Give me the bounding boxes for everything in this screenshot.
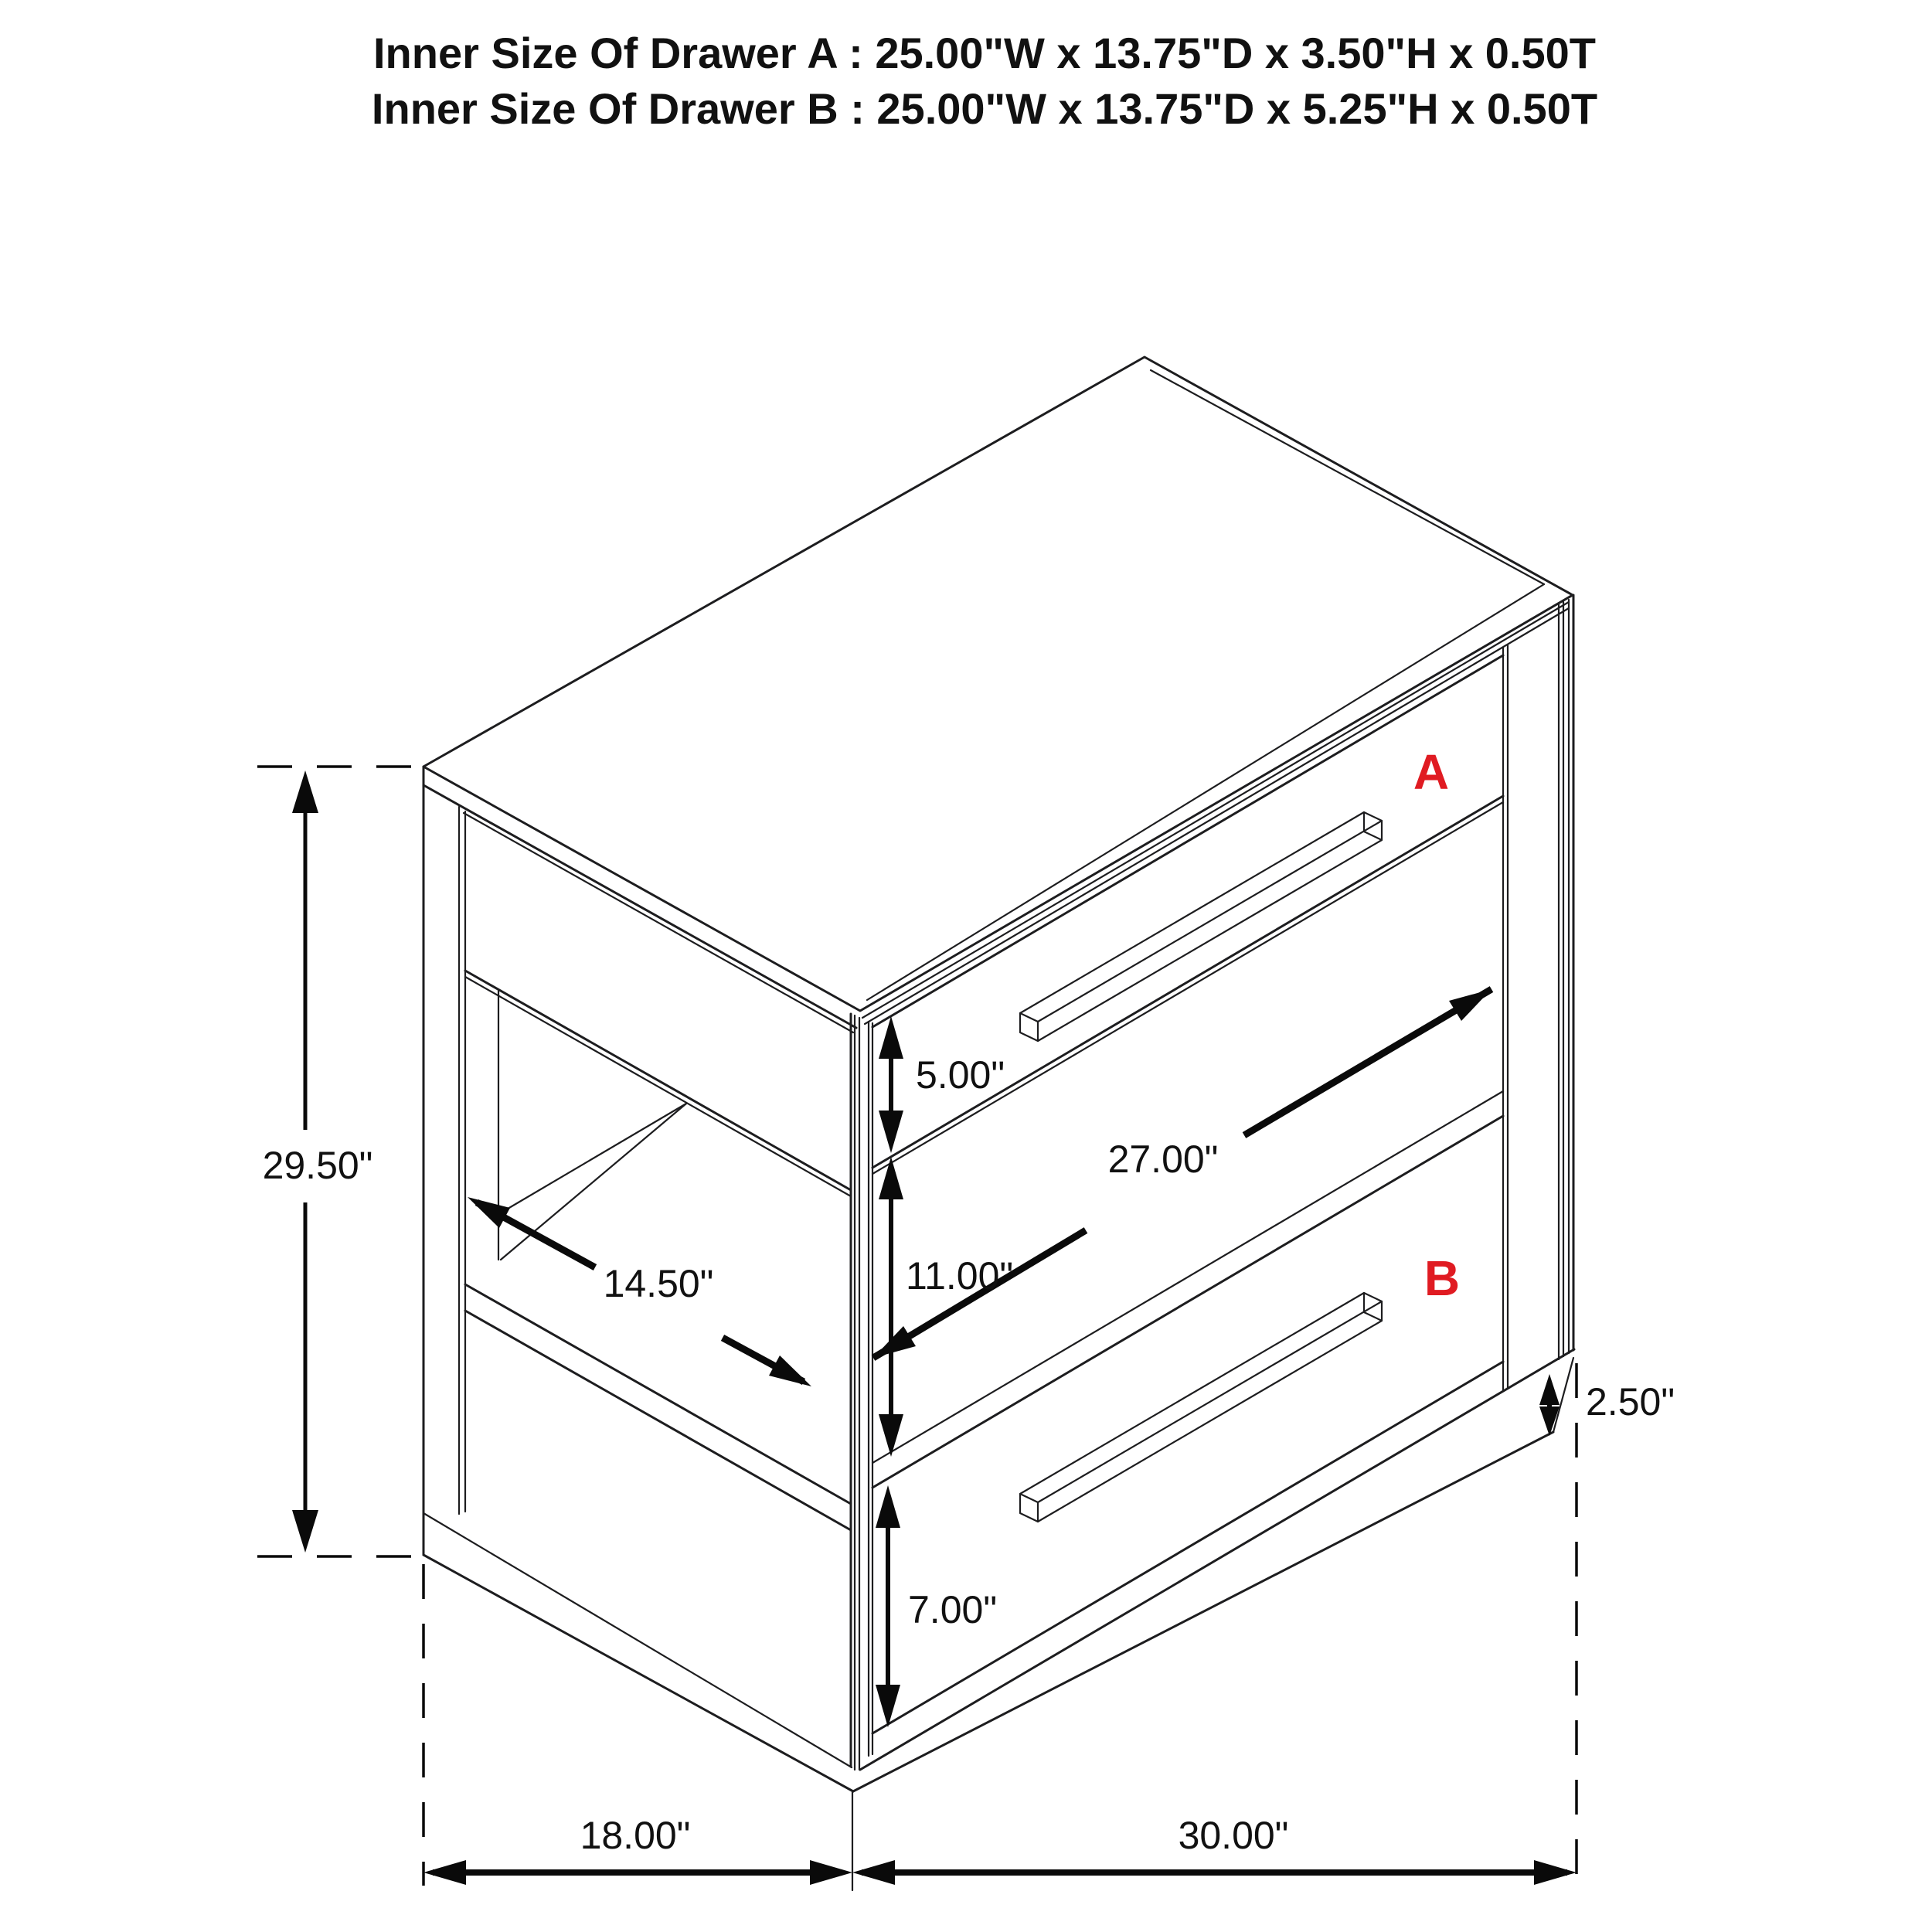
drawer-a-label: A (1413, 744, 1450, 800)
drawer-b-handle (1020, 1293, 1382, 1522)
header-line-1: Inner Size Of Drawer A : 25.00"W x 13.75"D x 3.50"H x 0.50T (373, 29, 1596, 77)
label-shelf-depth: 14.50" (603, 1262, 714, 1305)
drawer-b-front (860, 1349, 1574, 1770)
dim-base-height (1539, 1374, 1560, 1436)
drawer-b-label: B (1423, 1250, 1461, 1306)
dim-drawer-b-height (876, 1485, 900, 1727)
label-overall-height: 29.50" (262, 1144, 373, 1187)
top-face (423, 357, 1573, 1032)
drawer-a-handle (1020, 812, 1382, 1041)
label-opening-height: 11.00" (906, 1254, 1014, 1298)
label-drawer-a-height: 5.00" (916, 1053, 1005, 1097)
dim-drawer-a-height (879, 1016, 903, 1153)
dimension-annotations (257, 767, 1577, 1892)
dim-opening-height (879, 1157, 903, 1457)
label-drawer-b-height: 7.00" (908, 1588, 998, 1631)
label-base-height: 2.50" (1586, 1380, 1675, 1423)
dim-overall-width (852, 1860, 1577, 1885)
cabinet-drawing (423, 357, 1574, 1890)
header-line-2: Inner Size Of Drawer B : 25.00"W x 13.75"D x 5.25"H x 0.50T (371, 84, 1598, 133)
label-overall-width: 30.00" (1178, 1814, 1289, 1857)
right-corner-edge (1559, 595, 1573, 1359)
label-opening-width: 27.00" (1107, 1138, 1219, 1181)
dim-overall-depth (423, 1860, 852, 1885)
label-overall-depth: 18.00" (580, 1814, 691, 1857)
